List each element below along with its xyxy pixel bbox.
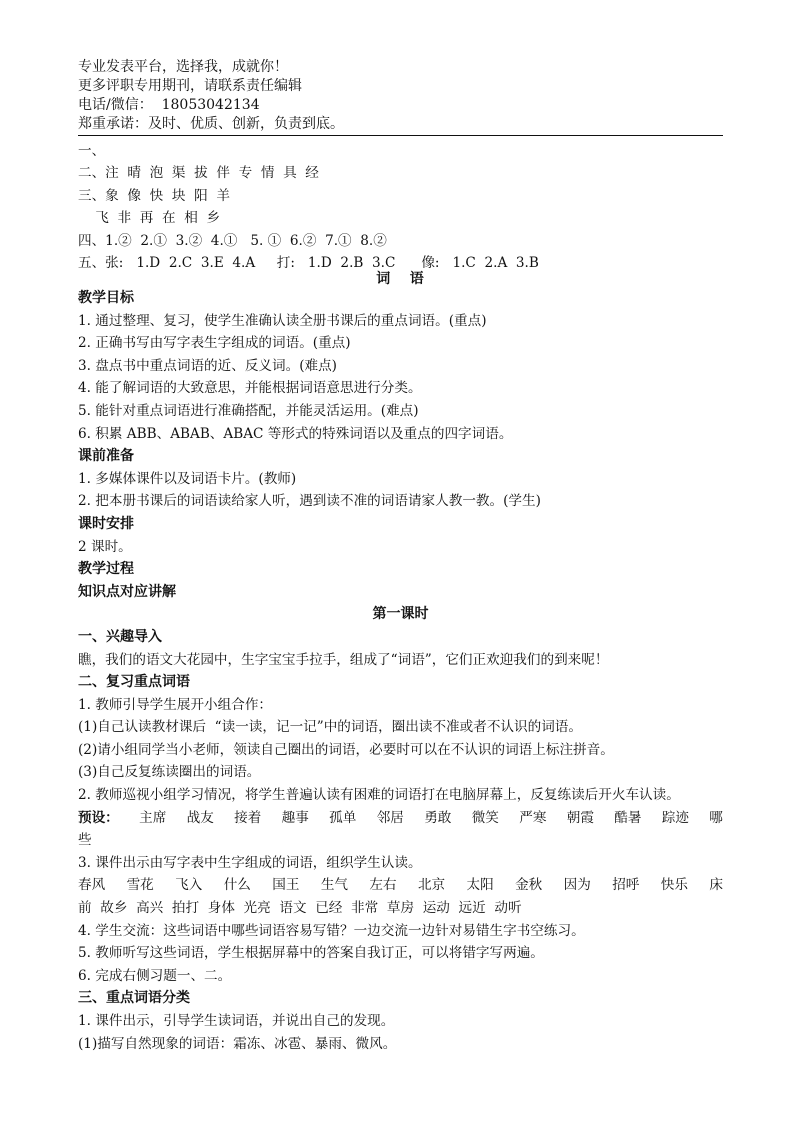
preset-words-continued: 些: [78, 832, 92, 849]
lesson-body: [78, 287, 723, 1055]
preset-word: 邻居: [376, 809, 404, 826]
header-line-slogan: 专业发表平台，选择我，成就你！: [78, 59, 288, 75]
review-step: 6. 完成右侧习题一、二。: [78, 967, 232, 984]
review-step: 3. 课件出示由写字表中生字组成的词语，组织学生认读。: [78, 854, 422, 871]
classify-step: 1. 课件出示，引导学生读词语，并说出自己的发现。: [78, 1013, 395, 1029]
preset-word: 哪: [709, 809, 723, 826]
preset-word: 酷暑: [614, 809, 642, 826]
classify-step: (1)描写自然现象的词语：霜冻、冰雹、暴雨、微风。: [78, 1035, 397, 1052]
preset-word: 主席: [139, 809, 167, 826]
prep-heading: 课前准备: [78, 448, 134, 465]
knowledge-heading: 知识点对应讲解: [78, 583, 176, 600]
preset-word: 趣事: [281, 809, 309, 826]
word: 床: [709, 877, 723, 894]
prep-item: 1. 多媒体课件以及词语卡片。(教师): [78, 470, 297, 487]
preset-word: 微笑: [471, 809, 499, 826]
page-title: 词 语: [376, 271, 424, 287]
word: 国王: [272, 877, 300, 894]
word: 左右: [369, 877, 397, 894]
word: 快乐: [660, 877, 688, 894]
word: 金秋: [515, 877, 543, 894]
preset-word: 战友: [186, 809, 214, 826]
review-step: 4. 学生交流：这些词语中哪些词语容易写错？一边交流一边针对易错生字书空练习。: [78, 922, 585, 939]
goals-heading: 教学目标: [78, 290, 134, 306]
header-line-promise: 郑重承诺：及时、优质、创新，负责到底。: [78, 116, 344, 132]
answer-line: 飞 非 再 在 相 乡: [78, 210, 221, 227]
review-step: (1)自己认读教材课后 “读一读，记一记”中的词语，圈出读不准或者不认识的词语。: [78, 719, 582, 736]
preset-words-row: [78, 807, 723, 830]
section-heading-review: 二、复习重点词语: [78, 674, 190, 691]
section-heading-intro: 一、兴趣导入: [78, 628, 162, 645]
word-list-row: [78, 874, 723, 897]
prep-item: 2. 把本册书课后的词语读给家人听，遇到读不准的词语请家人教一教。(学生): [78, 493, 541, 510]
answer-line: 五、张: 1.D 2.C 3.E 4.A 打: 1.D 2.B 3.C 像: 1.C 2.A 3.B: [78, 254, 539, 271]
preset-word: 勇敢: [424, 809, 452, 826]
review-step: (3)自己反复练读圈出的词语。: [78, 764, 261, 781]
process-heading: 教学过程: [78, 561, 134, 578]
preset-label: 预设：: [78, 809, 119, 826]
lesson-title: 第一课时: [372, 606, 429, 623]
word: 招呼: [612, 877, 640, 894]
word: 北京: [417, 877, 446, 894]
word: 春风: [78, 877, 106, 894]
goal-item: 2. 正确书写由写字表生字组成的词语。(重点): [78, 335, 351, 352]
header-line-contact: 电话/微信： 18053042134: [78, 97, 260, 113]
review-step: 1. 教师引导学生展开小组合作：: [78, 696, 273, 713]
preset-word: 孤单: [329, 809, 357, 826]
word: 太阳: [466, 877, 494, 894]
answer-line: 三、象 像 快 块 阳 羊: [78, 187, 230, 204]
header-divider: [78, 135, 723, 136]
word: 飞入: [175, 877, 203, 894]
goal-item: 4. 能了解词语的大致意思，并能根据词语意思进行分类。: [78, 380, 422, 397]
review-step: 5. 教师听写这些词语，学生根据屏幕中的答案自我订正，可以将错字写两遍。: [78, 945, 544, 962]
schedule-heading: 课时安排: [78, 515, 134, 532]
goal-item: 5. 能针对重点词语进行准确搭配，并能灵活运用。(难点): [78, 402, 419, 419]
word: 因为: [563, 877, 591, 894]
preset-word: 接着: [234, 809, 262, 826]
word: 雪花: [126, 877, 154, 894]
answer-key: [78, 140, 728, 274]
word-list-row-continued: 前 故乡 高兴 拍打 身体 光亮 语文 已经 非常 草房 运动 远近 动听: [78, 900, 522, 917]
preset-word: 朝霞: [566, 809, 594, 826]
preset-word: 踪迹: [661, 809, 689, 826]
goal-item: 6. 积累 ABB、ABAB、ABAC 等形式的特殊词语以及重点的四字词语。: [78, 425, 513, 442]
word: 什么: [223, 877, 251, 894]
answer-line: 二、注 晴 泡 渠 拔 伴 专 情 具 经: [78, 165, 319, 182]
goal-item: 1. 通过整理、复习，使学生准确认读全册书课后的重点词语。(重点): [78, 312, 487, 329]
review-step: (2)请小组同学当小老师，领读自己圈出的词语，必要时可以在不认识的词语上标注拼音。: [78, 741, 614, 758]
header-line-journals: 更多评职专用期刊，请联系责任编辑: [78, 78, 302, 94]
publisher-header: [78, 58, 723, 134]
goal-item: 3. 盘点书中重点词语的近、反义词。(难点): [78, 357, 337, 374]
section-heading-classify: 三、重点词语分类: [78, 990, 190, 1007]
schedule-text: 2 课时。: [78, 538, 132, 555]
preset-word: 严寒: [519, 809, 547, 826]
review-step: 2. 教师巡视小组学习情况，将学生普遍认读有困难的词语打在电脑屏幕上，反复练读后开火车认读。: [78, 787, 680, 804]
answer-line: 四、1.② 2.① 3.② 4.① 5. ① 6.② 7.① 8.②: [78, 232, 387, 249]
intro-text: 瞧，我们的语文大花园中，生字宝宝手拉手，组成了“词语”，它们正欢迎我们的到来呢！: [78, 651, 609, 668]
word: 生气: [320, 877, 348, 894]
answer-line: 一、: [78, 143, 106, 159]
